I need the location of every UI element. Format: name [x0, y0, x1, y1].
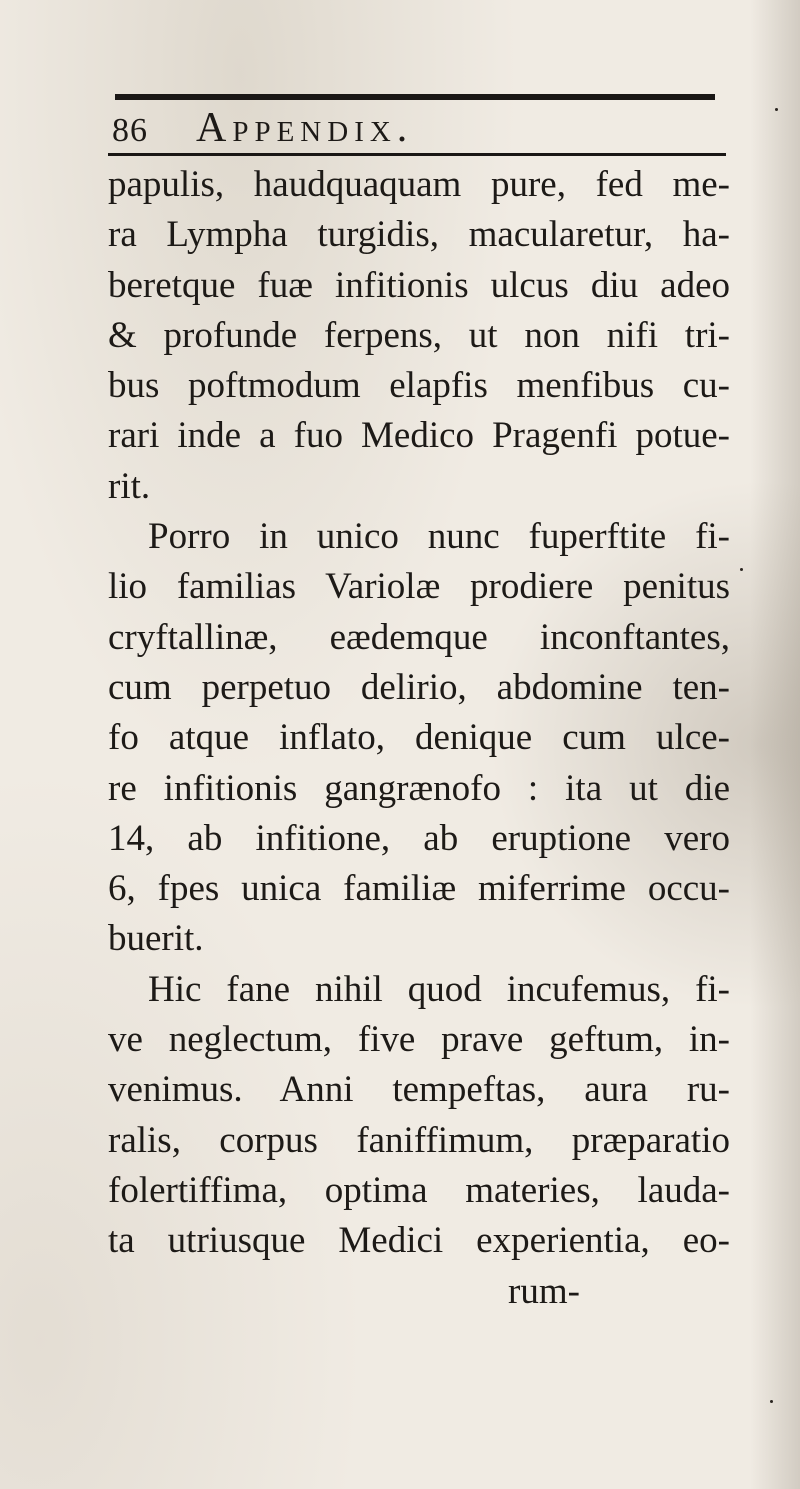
text-line: buerit.: [108, 918, 204, 960]
text-line: bus poftmodum elapfis menfibus cu-: [108, 365, 730, 407]
text-line: Hic fane nihil quod incufemus, fi-: [148, 968, 730, 1010]
text-line: papulis, haudquaquam pure, fed me-: [108, 164, 730, 205]
text-line: ralis, corpus faniffimum, præparatio: [108, 1119, 730, 1161]
text-line: & profunde ferpens, ut non nifi tri-: [108, 314, 730, 356]
text-line: cryftallinæ, eædemque inconftantes,: [108, 616, 730, 658]
text-line: rit.: [108, 465, 151, 507]
text-line: lio familias Variolæ prodiere penitus: [108, 566, 730, 608]
text-line: folertiffima, optima materies, lauda-: [108, 1169, 730, 1211]
running-head: [112, 104, 712, 151]
text-line: venimus. Anni tempeftas, aura ru-: [108, 1069, 730, 1111]
top-rule: [115, 94, 715, 100]
text-line: ve neglectum, five prave geftum, in-: [108, 1019, 730, 1061]
text-line: rari inde a fuo Medico Pragenfi potue-: [108, 415, 730, 457]
ink-speck: [770, 1400, 773, 1403]
ink-speck: [775, 108, 778, 111]
text-line: beretque fuæ infitionis ulcus diu adeo: [108, 264, 730, 306]
ink-speck: [740, 568, 743, 571]
header-rule: [108, 153, 726, 156]
text-line: 6, fpes unica familiæ miferrime occu-: [108, 868, 730, 910]
text-line: ta utriusque Medici experientia, eo-: [108, 1220, 730, 1262]
text-line: ra Lympha turgidis, macularetur, ha-: [108, 214, 730, 256]
text-line: 14, ab infitione, ab eruptione vero: [108, 817, 730, 859]
text-line: re infitionis gangrænofo : ita ut die: [108, 767, 730, 809]
page-gutter-shadow: [750, 0, 800, 1489]
text-line: Porro in unico nunc fuperftite fi-: [148, 516, 730, 558]
running-title: Appendix.: [196, 105, 414, 151]
page-number: 86: [112, 112, 148, 149]
body-text: [108, 160, 730, 1317]
text-line: cum perpetuo delirio, abdomine ten-: [108, 666, 730, 708]
text-line: fo atque inflato, denique cum ulce-: [108, 717, 730, 759]
catchword: rum-: [508, 1270, 580, 1312]
